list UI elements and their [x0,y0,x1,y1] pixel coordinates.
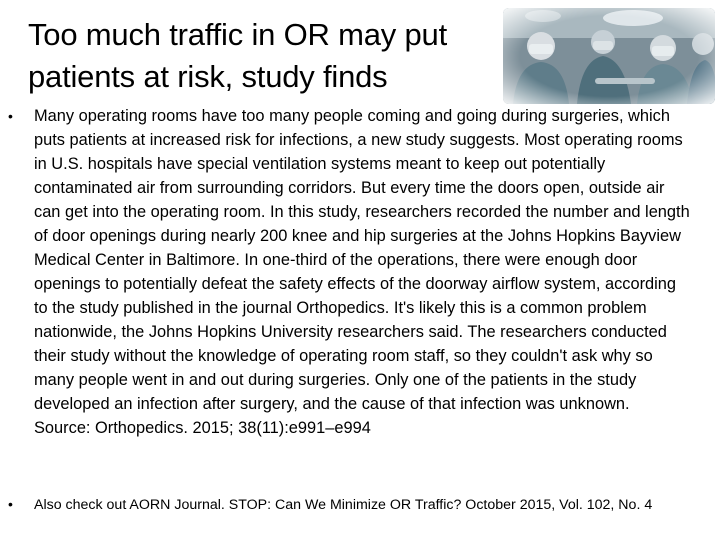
bullet-marker: • [8,496,13,512]
bullet-text: Many operating rooms have too many people coming and going during surgeries, which puts patients at increased risk for infections, a new study suggests. Most operating rooms in U.S. hospitals have special ventilation systems meant to keep out potentially contaminated air from surrounding corridors. But every time the doors open, outside air can get into the operating room. In this study, researchers recorded the number and length of door openings during nearly 200 knee and hip surgeries at the Johns Hopkins Bayview Medical Center in Baltimore. In one-third of the operations, there were enough door openings to potentially defeat the safety effects of the doorway airflow system, according to the study published in the journal Orthopedics. It's likely this is a common problem nationwide, the Johns Hopkins University researchers said. The researchers conducted their study without the knowledge of operating room staff, so they couldn't ask why so many people went in and out during surgeries. Only one of the patients in the study developed an infection after surgery, and the cause of that infection was unknown. Source: Orthopedics. 2015; 38(11):e991–e994 [34,107,690,437]
bullet-text: Also check out AORN Journal. STOP: Can We Minimize OR Traffic? October 2015, Vol. 102, No. 4 [34,497,653,513]
surgeons-photo-icon [503,8,715,104]
slide-title: Too much traffic in OR may put patients at risk, study finds [28,17,447,94]
bullet-marker: • [8,108,13,124]
